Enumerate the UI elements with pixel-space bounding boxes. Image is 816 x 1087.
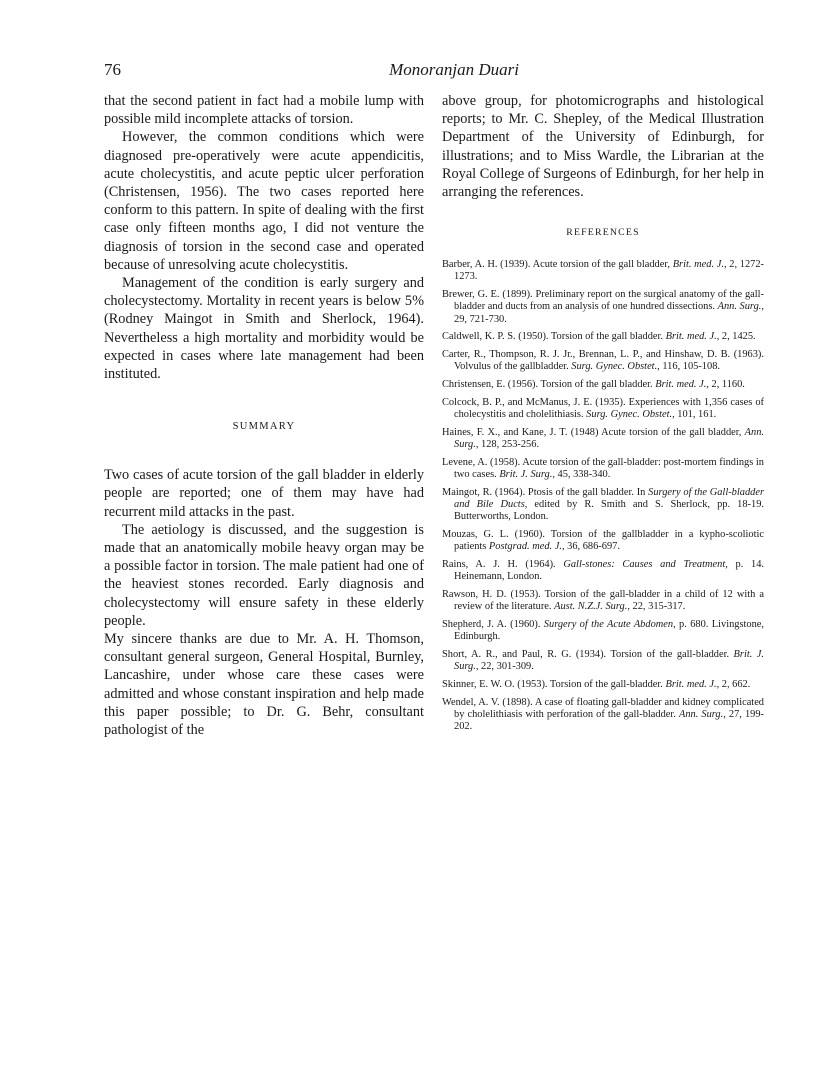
reference-item: Wendel, A. V. (1898). A case of floating gall-bladder and kidney complicated by cholelithiasis with perforation of the gall-bladder. Ann. Surg., 27, 199-202. (442, 697, 765, 733)
reference-list (442, 259, 764, 733)
reference-item: Rains, A. J. H. (1964). Gall-stones: Causes and Treatment, p. 14. Heinemann, London. (442, 559, 764, 583)
left-column (104, 92, 424, 739)
reference-item: Haines, F. X., and Kane, J. T. (1948) Acute torsion of the gall bladder, Ann. Surg., 128, 253-256. (442, 427, 764, 451)
reference-item: Skinner, E. W. O. (1953). Torsion of the gall-bladder. Brit. med. J., 2, 662. (442, 679, 751, 691)
body-paragraph: that the second patient in fact had a mobile lump with possible mild incomplete attacks of torsion. (104, 93, 424, 128)
summary-paragraph: The aetiology is discussed, and the suggestion is made that an anatomically mobile heavy organ may be a possible factor in torsion. The male patient had one of the heaviest stones recorded. Early diagnosis and cholecystectomy will ensure safety in these elderly people. (104, 521, 424, 629)
reference-item: Maingot, R. (1964). Ptosis of the gall bladder. In Surgery of the Gall-bladder and Bile Ducts, edited by R. Smith and S. Sherlock, pp. 18-19. Butterworths, London. (442, 487, 764, 523)
reference-item: Carter, R., Thompson, R. J. Jr., Brennan, L. P., and Hinshaw, D. B. (1963). Volvulus of the gallbladder. Surg. Gynec. Obstet., 116, 105-108. (442, 349, 764, 373)
reference-item: Rawson, H. D. (1953). Torsion of the gall-bladder in a child of 12 with a review of the literature. Aust. N.Z.J. Surg., 22, 315-317. (442, 589, 764, 613)
acknowledgement-continued: above group, for photomicrographs and histological reports; to Mr. C. Shepley, of the Medical Illustration Department of the University of Edinburgh, for illustrations; and to Miss Wardle, the Librarian at the Royal College of Surgeons of Edinburgh, for her help in arranging the references. (442, 93, 764, 201)
right-column (442, 92, 764, 739)
reference-item: Barber, A. H. (1939). Acute torsion of the gall bladder, Brit. med. J., 2, 1272-1273. (442, 259, 765, 283)
reference-item: Mouzas, G. L. (1960). Torsion of the gallbladder in a kypho-scoliotic patients Postgrad. med. J., 36, 686-697. (442, 529, 764, 553)
summary-paragraph: Two cases of acute torsion of the gall bladder in elderly people are reported; one of them may have had recurrent mild attacks in the past. (104, 467, 424, 520)
body-paragraph: However, the common conditions which were diagnosed pre-operatively were acute appendicitis, acute cholecystitis, and acute peptic ulcer perforation (Christensen, 1956). The two cases reported here conform to this pattern. In spite of dealing with the first case only fifteen months ago, I did not venture the diagnosis of torsion in the second case and operated because of unresolving acute cholecystitis. (104, 129, 424, 273)
body-paragraph: Management of the condition is early surgery and cholecystectomy. Mortality in recent years is below 5% (Rodney Maingot in Smith and Sherlock, 1964). Nevertheless a high mortality and morbidity would be expected in cases where late management had been instituted. (104, 275, 424, 383)
page-header (104, 60, 764, 84)
reference-item: Caldwell, K. P. S. (1950). Torsion of the gall bladder. Brit. med. J., 2, 1425. (442, 331, 756, 343)
reference-item: Short, A. R., and Paul, R. G. (1934). Torsion of the gall-bladder. Brit. J. Surg., 22, 301-309. (442, 649, 765, 673)
references-heading: REFERENCES (566, 227, 640, 239)
reference-item: Brewer, G. E. (1899). Preliminary report on the surgical anatomy of the gall-bladder and ducts from an analysis of one hundred dissections. Ann. Surg., 29, 721-730. (442, 289, 764, 325)
reference-item: Colcock, B. P., and McManus, J. E. (1935). Experiences with 1,356 cases of cholecystitis and cholelithiasis. Surg. Gynec. Obstet., 101, 161. (442, 397, 764, 421)
reference-item: Shepherd, J. A. (1960). Surgery of the Acute Abdomen, p. 680. Livingstone, Edinburgh. (442, 619, 765, 643)
reference-item: Christensen, E. (1956). Torsion of the gall bladder. Brit. med. J., 2, 1160. (442, 379, 745, 391)
running-head: Monoranjan Duari (389, 60, 519, 79)
summary-heading: SUMMARY (232, 421, 296, 433)
page-number: 76 (104, 60, 121, 79)
acknowledgement-paragraph: My sincere thanks are due to Mr. A. H. Thomson, consultant general surgeon, General Hospital, Burnley, Lancashire, under whose care these cases were admitted and whose constant inspiration and help made this paper possible; to Dr. G. Behr, consultant pathologist of the (104, 631, 424, 739)
reference-item: Levene, A. (1958). Acute torsion of the gall-bladder: post-mortem findings in two cases. Brit. J. Surg., 45, 338-340. (442, 457, 764, 481)
